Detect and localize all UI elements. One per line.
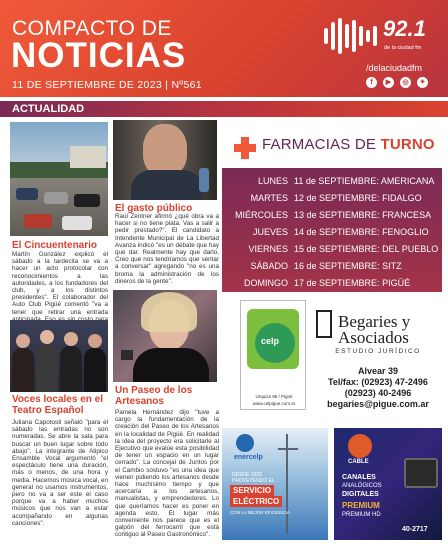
enercelp-since: DESDE 1933 — [232, 472, 262, 478]
farmacia-row — [222, 210, 442, 227]
celp-website: www.celpigue.com.ar — [252, 401, 296, 406]
enercelp-service-a: SERVICIO — [230, 485, 274, 496]
enercelp-logo-icon — [236, 434, 254, 452]
farmacia-date-name — [294, 244, 438, 254]
cable-line-b: ANALÓGICOS — [342, 483, 382, 489]
farmacia-day: JUEVES — [252, 227, 288, 237]
paseo-body: Pamela Hernández dijo "tuve a cargo la fundamentación de la creación del Paseo de los Artesanos en la localidad de Pigüé. En realidad la idea del proyecto era solicitarle al Ejecutivo que evalúe esta posibilidad de tener un espacio en un lugar cerrado". La concejal de Juntos por el Cambio sostuvo "es una idea que vienen pidiendo los artesanos desde hace muchísimo tiempo y que acercaría a los artesanos, manualistas, y emprendedores. Lo que queríamos hacer es poner en agenda esto. El lugar más conveniente nos parece que es el galpón del ferrocarril que está contiguo al Paseo Gastronómico". — [115, 409, 219, 539]
farmacia-date: 14 de SEPTIEMBRE: — [294, 227, 380, 237]
celp-logo-text: celp — [261, 336, 280, 346]
farmacia-row — [222, 176, 442, 193]
section-label: ACTUALIDAD — [12, 103, 85, 115]
farmacia-day: VIERNES — [248, 244, 288, 254]
social-handle[interactable]: /delaciudadfm — [366, 63, 423, 73]
header-title: NOTICIAS — [11, 36, 187, 75]
farmacia-name: SITZ — [382, 261, 402, 271]
farmacia-day: MARTES — [250, 193, 288, 203]
begaries-tel2: (02923) 40-2496 — [344, 388, 412, 398]
gasto-photo — [113, 120, 217, 200]
begaries-ad[interactable] — [312, 300, 444, 410]
celp-address: Urquiza 95 / Pigüé — [255, 394, 293, 399]
cable-line-e: PREMIUM HD — [342, 512, 381, 518]
voces-body: Juliana Capotosti señaló "para el sábado las entradas no son numeradas. Se abre la sala para buscar un buen lugar sobre todo abajo". La integrante de Atipico Ensamble Vocal argumentó "el espectáculo tiene una duración, más o menos, de una hora y media. Hacemos música vocal, en general no usamos instrumentos, pero no va a ser este el caso porque va a haber muchos músicos que nos van a estar acompañando en algunas canciones". — [12, 419, 108, 527]
farmacia-day: LUNES — [257, 176, 288, 186]
farmacia-date-name — [294, 227, 429, 237]
farmacia-date: 12 de SEPTIEMBRE: — [294, 193, 380, 203]
facebook-icon[interactable]: f — [366, 77, 377, 88]
farmacia-date: 11 de SEPTIEMBRE: — [294, 176, 379, 186]
cable-logo-icon — [348, 434, 372, 458]
farmacia-day: MIÉRCOLES — [234, 210, 288, 220]
farmacia-date-name — [294, 193, 422, 203]
cable-line-c: DIGITALES — [342, 491, 379, 498]
farmacia-row — [222, 193, 442, 210]
gasto-body: Raúl Zentner afirmó ¿qué obra va a hacer si no tiene plata. Vas a salir a pedir prestado?". El candidato a Intendente Municipal de La Libertad Avanza indicó "es un debate que hay que dar. Realmente hay que darlo. Creo que nos tendríamos que sentar a conversar" agregando "no es una broma la administración de los dineros de la gente". — [115, 213, 219, 285]
farmacia-date: 17 de SEPTIEMBRE: — [294, 278, 380, 288]
farmacia-day: SÁBADO — [250, 261, 288, 271]
celp-ad[interactable] — [240, 300, 306, 410]
cable-line-d: PREMIUM — [342, 501, 380, 510]
enercelp-tagline: PROVEYENDO EL — [232, 478, 275, 484]
begaries-logo-icon — [316, 310, 332, 338]
farmacia-name: FRANCESA — [382, 210, 432, 220]
pharmacy-cross-icon — [234, 137, 256, 159]
voces-photo — [10, 320, 108, 392]
radio-logo-number: 92.1 — [383, 16, 426, 41]
farmacia-date: 13 de SEPTIEMBRE: — [294, 210, 380, 220]
farmacias-title: FARMACIAS DE TURNO — [262, 136, 435, 153]
header-date-issue: 11 DE SEPTIEMBRE DE 2023 | Nº561 — [12, 79, 202, 91]
begaries-subtitle: ESTUDIO JURÍDICO — [335, 348, 421, 355]
cable-brand: CABLE — [348, 459, 369, 465]
farmacia-date-name — [294, 210, 431, 220]
paseo-photo — [113, 290, 217, 382]
radio-logo-subtitle: de la ciudad fm — [384, 45, 422, 51]
voces-title: Voces locales en el Teatro Español — [12, 394, 103, 416]
farmacia-date: 15 de SEPTIEMBRE: — [294, 244, 380, 254]
farmacia-row — [222, 227, 442, 244]
cable-ad[interactable] — [334, 428, 442, 540]
paseo-title: Un Paseo de los Artesanos — [115, 385, 193, 407]
farmacia-row — [222, 244, 442, 261]
begaries-name-b: Asociados — [338, 328, 409, 347]
farmacia-name: PIGÜÉ — [382, 278, 411, 288]
instagram-icon[interactable]: ◎ — [400, 77, 411, 88]
farmacia-row — [222, 261, 442, 278]
enercelp-slogan: CON LA MEJOR EFICIENCIA — [230, 510, 291, 515]
enercelp-service-b: ELÉCTRICO — [230, 496, 282, 507]
enercelp-brand: enercelp — [234, 454, 263, 461]
youtube-icon[interactable]: ▶ — [383, 77, 394, 88]
farmacia-name: FIDALGO — [382, 193, 422, 203]
farmacia-name: AMERICANA — [380, 176, 435, 186]
begaries-email[interactable]: begaries@pigue.com.ar — [327, 399, 429, 409]
farmacia-row — [222, 278, 442, 295]
header-title-small: COMPACTO DE — [12, 17, 172, 40]
farmacia-date: 16 de SEPTIEMBRE: — [294, 261, 380, 271]
farmacia-name: FENOGLIO — [382, 227, 429, 237]
farmacia-date-name — [294, 176, 434, 186]
farmacia-date-name — [294, 261, 402, 271]
cincuentenario-photo — [10, 122, 108, 236]
farmacia-name: DEL PUEBLO — [382, 244, 439, 254]
begaries-address: Alvear 39 — [357, 366, 399, 376]
farmacia-date-name — [294, 278, 410, 288]
begaries-tel: Tel/fax: (02923) 47-2496 — [328, 377, 428, 387]
cable-line-a: CANALES — [342, 474, 376, 481]
gasto-title: El gasto público — [115, 203, 193, 214]
twitter-icon[interactable]: ✦ — [417, 77, 428, 88]
enercelp-ad[interactable] — [222, 428, 328, 540]
farmacia-day: DOMINGO — [244, 278, 288, 288]
begaries-name-a: Begaries y — [338, 312, 411, 331]
cincuentenario-body: Martín González explicó el sábado a la tardecita se va a hacer un acto protocolar con reconocimientos a las autoridades, a los fundadores del club, y a los distintos presidentes". El colaborador del Auto Club Pigüé comentó "va a tener que retirar una entrada — [12, 251, 108, 316]
cincuentenario-title: El Cincuentenario — [12, 240, 98, 251]
cable-phone: 40-2717 — [402, 526, 428, 533]
